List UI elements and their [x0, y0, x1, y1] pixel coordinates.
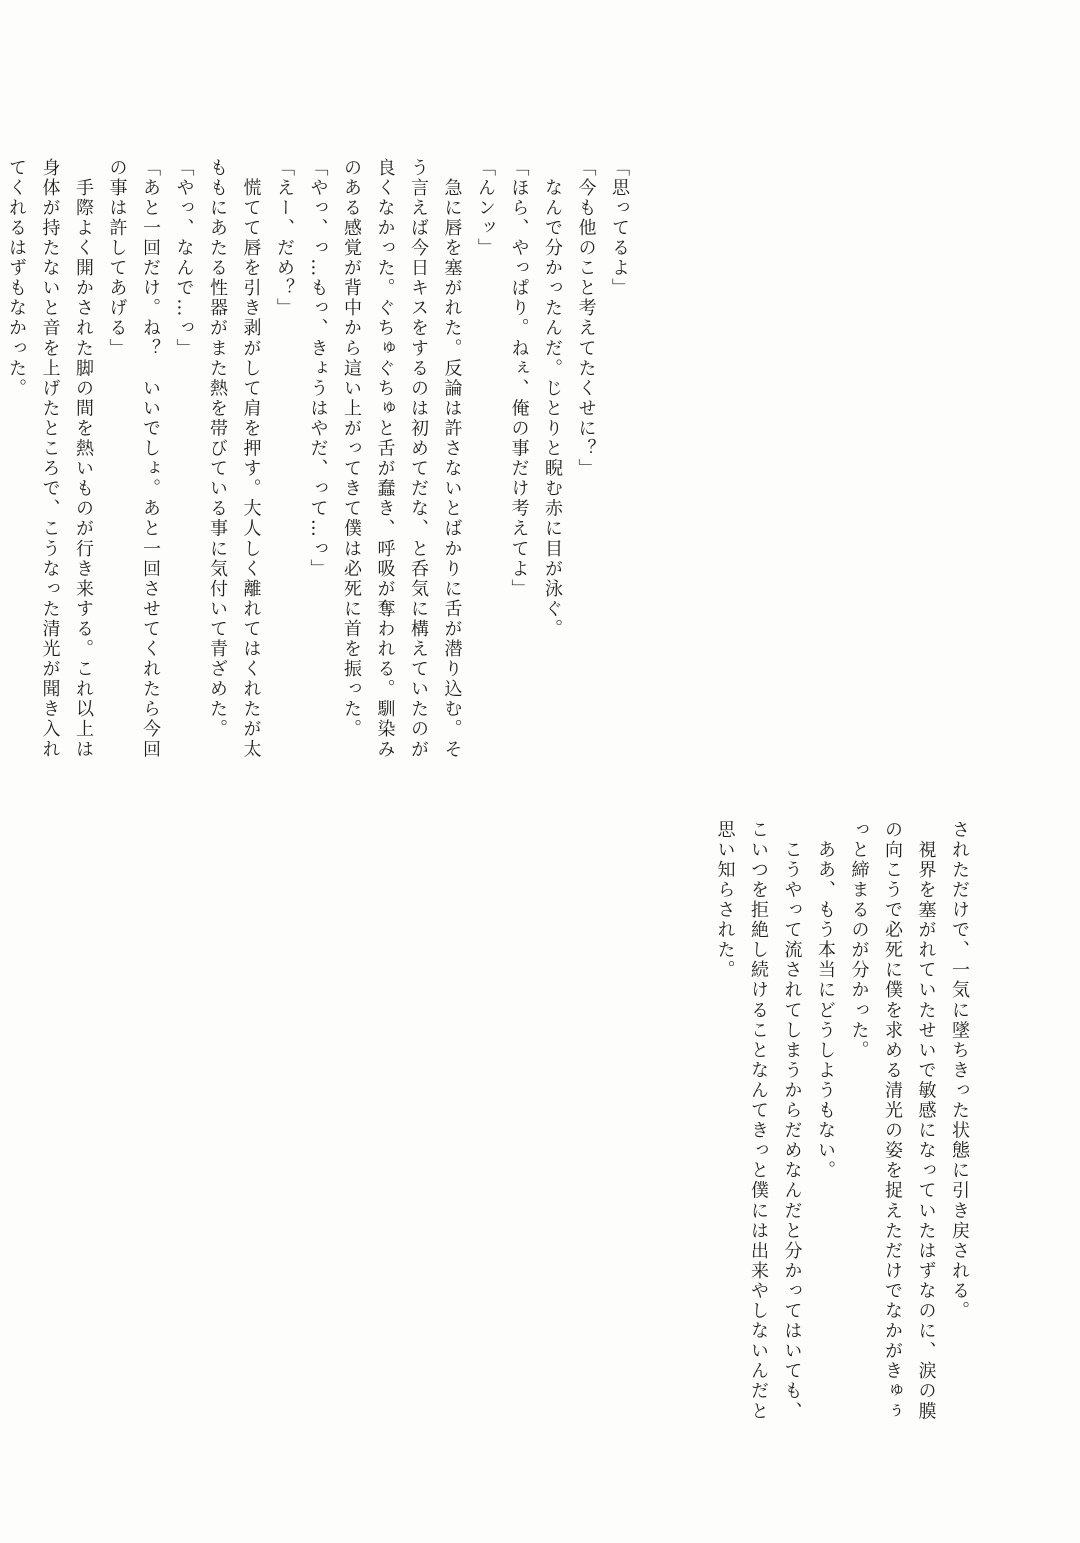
- text-line: 急に唇を塞がれた。反論は許さないとばかりに舌が潜り込む。そ: [441, 158, 463, 760]
- text-line: 「あと一回だけ。ね？ いいでしょ。あと一回させてくれたら今回: [140, 158, 161, 760]
- text-line: 「今も他のこと考えてたくせに？」: [575, 158, 597, 479]
- text-line: 「ほら、やっぱり。ねぇ、俺の事だけ考えてよ」: [508, 158, 530, 600]
- text-line: 「やっ、っ…もっ、きょうはやだ、って…っ」: [307, 158, 329, 580]
- text-line: てくれるはずもなかった。: [6, 158, 27, 399]
- text-line: 「思ってるよ」: [609, 158, 630, 299]
- text-line: 「んンッ」: [475, 158, 496, 259]
- text-line: う言えば今日キスをするのは初めてだな、と呑気に構えていたのが: [408, 158, 429, 760]
- text-line: のある感覚が背中から這い上がってきて僕は必死に首を振った。: [341, 158, 362, 740]
- text-line: 良くなかった。ぐちゅぐちゅと舌が蠢き、呼吸が奪われる。馴染み: [374, 158, 396, 760]
- text-line: ももにあたる性器がまた熱を帯びている事に気付いて青ざめた。: [207, 158, 228, 740]
- text-line: 視界を塞がれていたせいで敏感になっていたはずなのに、涙の膜: [915, 820, 937, 1422]
- text-line: こいつを拒絶し続けることなんてきっと僕には出来やしないんだと: [748, 820, 769, 1422]
- text-line: の向こうで必死に僕を求める清光の姿を捉えただけでなかがきゅぅ: [882, 820, 903, 1422]
- text-line: こうやって流されてしまうからだめなんだと分かってはいても、: [781, 820, 803, 1422]
- text-line: 身体が持たないと音を上げたところで、こうなった清光が聞き入れ: [39, 158, 61, 760]
- upper-text-block: [0, 158, 636, 758]
- text-line: ああ、もう本当にどうしようもない。: [815, 820, 836, 1181]
- text-line: されただけで、一気に墜ちきった状態に引き戻される。: [949, 820, 970, 1322]
- text-line: 慌てて唇を引き剥がして肩を押す。大人しく離れてはくれたが太: [240, 158, 262, 760]
- text-line: 思い知らされた。: [714, 820, 736, 981]
- text-line: 手際よく開かされた脚の間を熱いものが行き来する。これ以上は: [73, 158, 94, 760]
- text-line: なんで分かったんだ。じとりと睨む赤に目が泳ぐ。: [542, 158, 563, 640]
- lower-text-block: [708, 820, 976, 1440]
- text-line: っと締まるのが分かった。: [848, 820, 870, 1061]
- text-line: の事は許してあげる」: [106, 158, 128, 359]
- text-line: 「やっ、なんで…っ」: [173, 158, 195, 359]
- text-line: 「えー、だめ？」: [274, 158, 295, 319]
